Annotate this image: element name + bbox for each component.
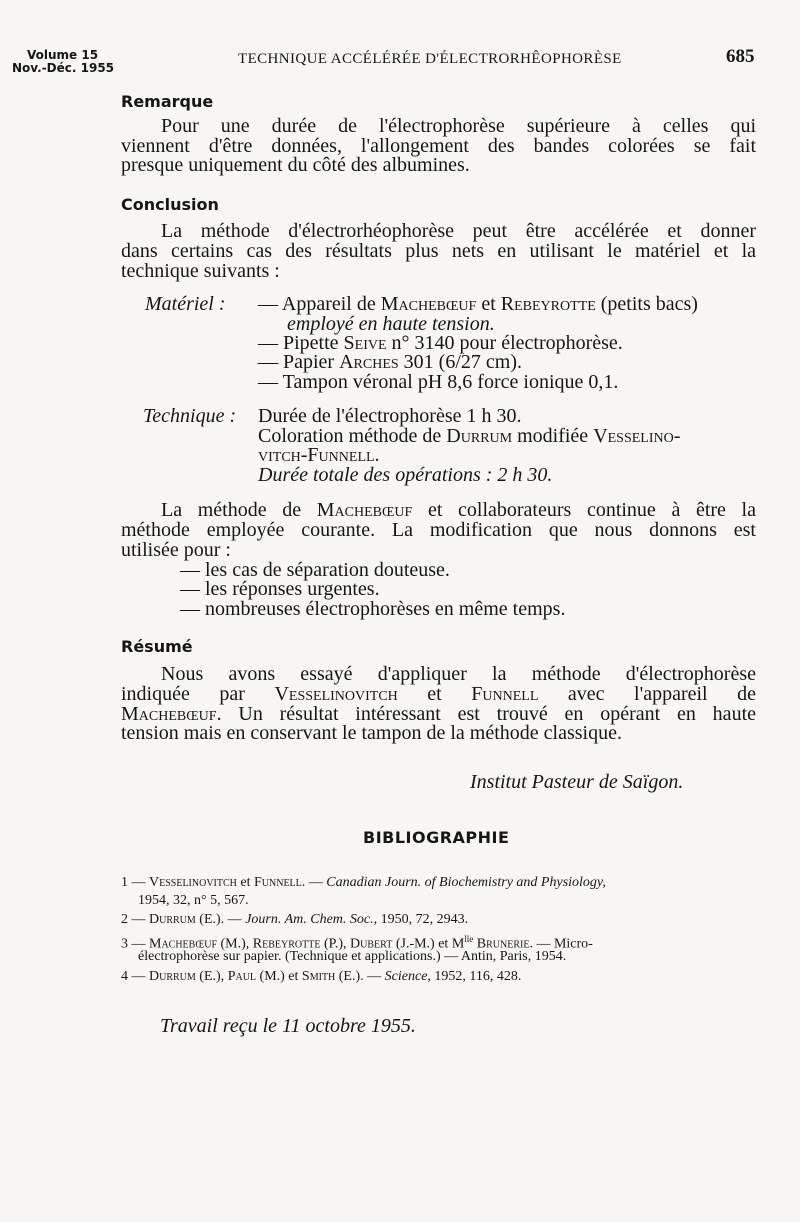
resume-line-2 <box>121 684 756 704</box>
conclusion-line-1: La méthode d'électrorhéophorèse peut être accélérée et donner <box>161 220 756 242</box>
text-span: , 1952, 116, 428. <box>427 969 522 984</box>
bullet-1: — les cas de séparation douteuse. <box>180 559 450 581</box>
author-name: Seive <box>343 332 387 354</box>
text-span: n° 3140 pour électrophorèse. <box>386 332 623 354</box>
text-span: (M.), <box>217 936 253 952</box>
author-name: Paul <box>227 969 257 984</box>
bullet-3: — nombreuses électrophorèses en même temps. <box>180 598 566 620</box>
text-span: (E.). — <box>195 912 246 927</box>
journal-name: Science <box>384 969 428 984</box>
text-span: (E.), <box>195 969 228 984</box>
journal-name: Journ. Am. Chem. Soc. <box>245 912 374 927</box>
text-span: 301 (6/27 cm). <box>398 351 522 373</box>
bullet-2: — les réponses urgentes. <box>180 578 380 600</box>
institution: Institut Pasteur de Saïgon. <box>470 771 684 793</box>
text-span: — Papier <box>258 351 340 373</box>
technique-label: Technique : <box>143 405 237 427</box>
author-name: Dubert <box>350 936 393 952</box>
author-name: Durrum <box>149 969 196 984</box>
bib-ref-4 <box>121 968 521 986</box>
bib-ref-2 <box>121 911 468 929</box>
text-span: (E.). — <box>335 969 385 984</box>
text-span: indiquée par <box>121 683 275 705</box>
text-span: et <box>476 293 501 315</box>
text-span: — Appareil de <box>258 293 381 315</box>
text-span: et collaborateurs continue à être la <box>412 499 756 521</box>
heading-remarque: Remarque <box>121 92 214 111</box>
author-name: Durrum <box>149 912 196 927</box>
journal-name: Canadian Journ. of Biochemistry and Physiology, <box>326 875 606 890</box>
author-name: Durrum <box>446 425 513 447</box>
text-span: 1 — <box>121 875 149 890</box>
resume-line-1: Nous avons essayé d'appliquer la méthode d'électrophorèse <box>161 663 756 685</box>
materiel-line-2: employé en haute tension. <box>287 313 495 335</box>
author-name: Funnell <box>254 875 302 890</box>
text-span: (P.), <box>320 936 351 952</box>
author-name: Machebœuf <box>380 293 477 315</box>
text-span: et <box>397 683 472 705</box>
heading-conclusion: Conclusion <box>121 195 219 214</box>
para2-line-1 <box>161 500 756 520</box>
para2-line-2: méthode employée courante. La modification que nous donnons est <box>121 519 756 541</box>
text-span: . — <box>301 875 327 890</box>
superscript: lle <box>464 934 474 944</box>
resume-line-3 <box>121 704 756 724</box>
author-name: Brunerie <box>476 936 530 952</box>
text-span: Coloration méthode de <box>258 425 447 447</box>
author-name: Vesselino- <box>593 425 681 447</box>
bib-ref-1-cont: 1954, 32, n° 5, 567. <box>138 893 249 908</box>
author-name: Machebœuf <box>149 936 218 952</box>
heading-resume: Résumé <box>121 637 193 656</box>
technique-line-1: Durée de l'électrophorèse 1 h 30. <box>258 405 522 427</box>
text-span: — Pipette <box>258 332 344 354</box>
para2-line-3: utilisée pour : <box>121 539 231 561</box>
materiel-label: Matériel : <box>145 293 226 315</box>
author-name: Smith <box>301 969 336 984</box>
conclusion-line-2: dans certains cas des résultats plus nets en utilisant le matériel et la <box>121 240 756 262</box>
issue-label: Nov.-Déc. 1955 <box>12 61 115 75</box>
page-number: 685 <box>726 46 755 67</box>
text-span: modifiée <box>512 425 594 447</box>
text-span: (petits bacs) <box>595 293 698 315</box>
author-name: Vesselinovitch <box>274 683 398 705</box>
volume-label: Volume 15 <box>27 48 99 62</box>
materiel-line-3 <box>258 333 623 353</box>
technique-line-3: vitch-Funnell. <box>258 444 380 466</box>
received-date: Travail reçu le 11 octobre 1955. <box>160 1015 416 1037</box>
bib-ref-1 <box>121 874 606 892</box>
technique-line-2 <box>258 426 680 446</box>
text-span: 4 — <box>121 969 149 984</box>
text-span: (M.) et <box>256 969 302 984</box>
heading-bibliographie: BIBLIOGRAPHIE <box>363 828 510 847</box>
running-title: TECHNIQUE ACCÉLÉRÉE D'ÉLECTRORHÊOPHORÈSE <box>238 51 622 67</box>
conclusion-line-3: technique suivants : <box>121 260 280 282</box>
text-span: , 1950, 72, 2943. <box>373 912 469 927</box>
materiel-line-1 <box>258 294 698 314</box>
author-name: Arches <box>339 351 399 373</box>
remarque-line-1: Pour une durée de l'électrophorèse supérieure à celles qui <box>161 115 756 137</box>
author-name: Rebeyrotte <box>500 293 596 315</box>
text-span: avec l'appareil de <box>538 683 757 705</box>
remarque-line-3: presque uniquement du côté des albumines. <box>121 154 470 176</box>
resume-line-4: tension mais en conservant le tampon de la méthode classique. <box>121 722 622 744</box>
author-name: Vesselinovitch <box>149 875 237 890</box>
author-name: Rebeyrotte <box>252 936 321 952</box>
materiel-line-5: — Tampon véronal pH 8,6 force ionique 0,1. <box>258 371 619 393</box>
text-span: 2 — <box>121 912 149 927</box>
text-span: La méthode de <box>161 499 317 521</box>
text-span: . Un résultat intéressant est trouvé en opérant en haute <box>216 703 756 725</box>
author-name: Funnell <box>471 683 539 705</box>
author-name: Machebœuf <box>316 499 413 521</box>
bib-ref-3-cont: électrophorèse sur papier. (Technique et applications.) — Antin, Paris, 1954. <box>138 949 567 964</box>
text-span: (J.-M.) et M <box>392 936 465 952</box>
materiel-line-4 <box>258 352 522 372</box>
text-span: 3 — <box>121 936 149 952</box>
remarque-line-2: viennent d'être données, l'allongement des bandes colorées se fait <box>121 135 756 157</box>
technique-line-4: Durée totale des opérations : 2 h 30. <box>258 464 553 486</box>
text-span: et <box>236 875 254 890</box>
text-span: . — Micro- <box>529 936 593 952</box>
author-name: Machebœuf <box>121 703 217 725</box>
